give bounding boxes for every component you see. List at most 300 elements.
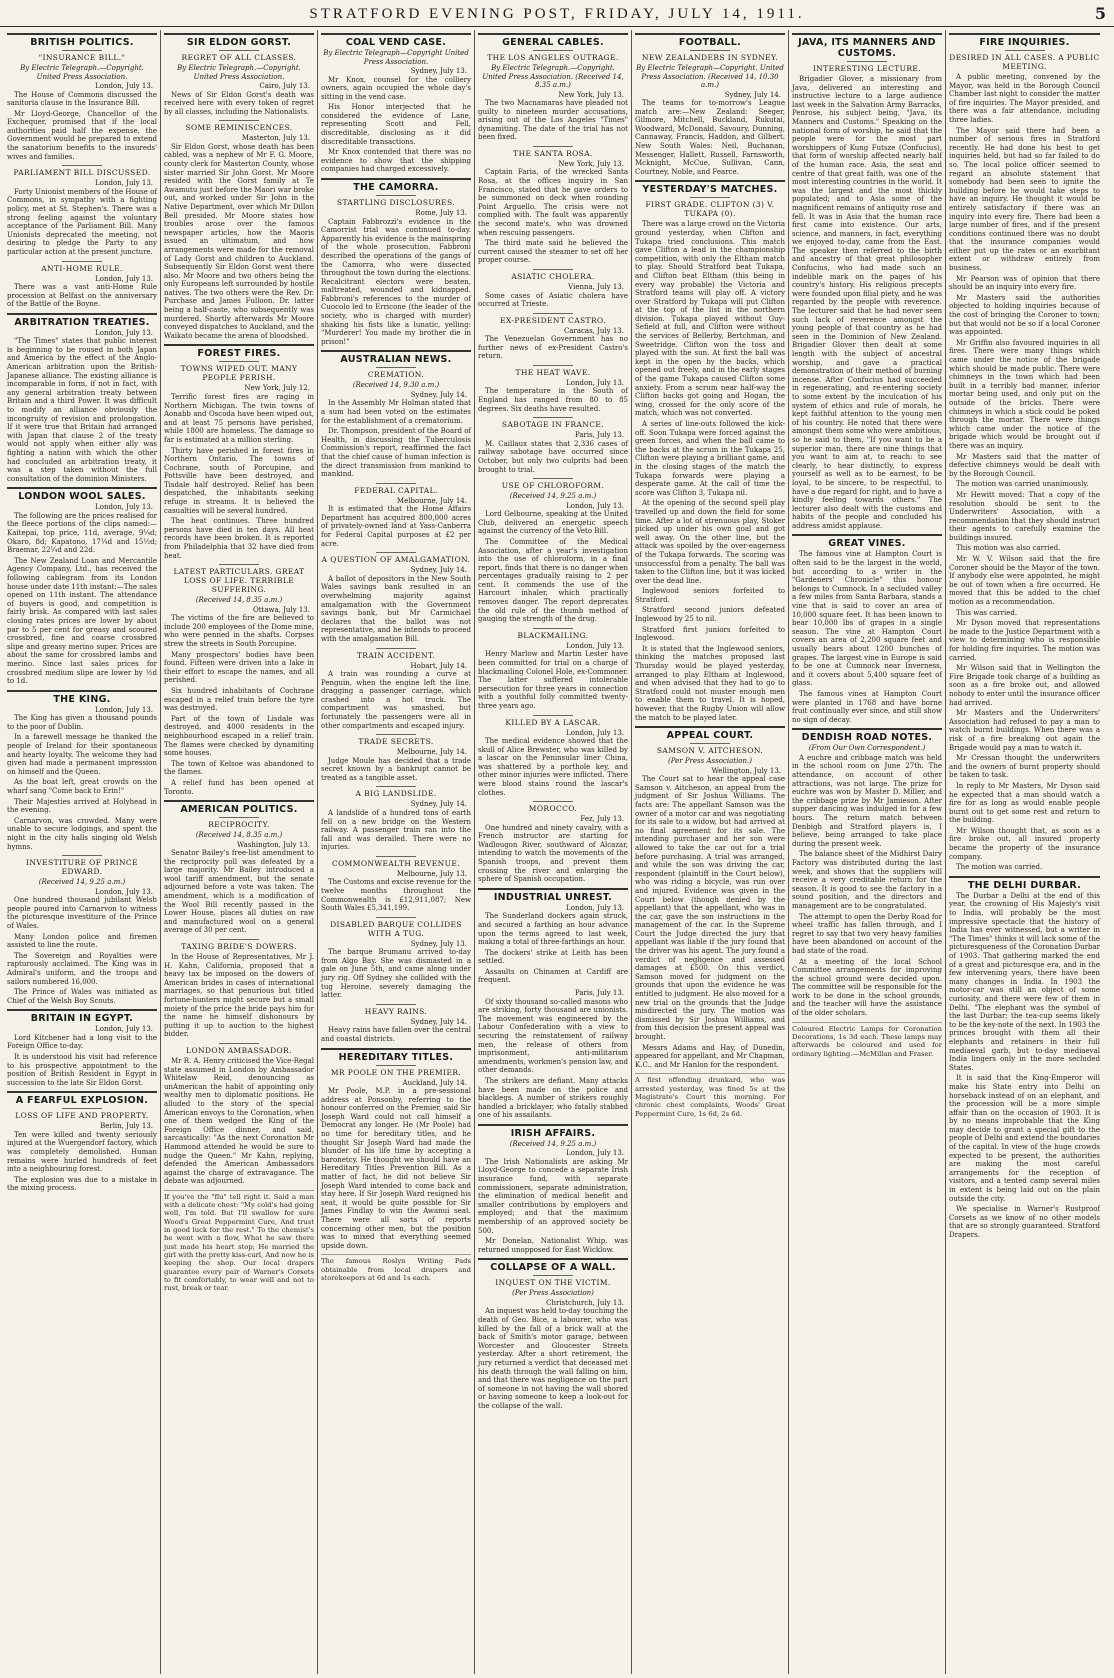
article-paragraph: Part of the town of Lisdale was destroyed, and 4000 residents in the neighbourhood escaped in a relief train. The flames were checked by dynamiting some houses. <box>164 714 314 758</box>
column-rule <box>164 33 314 35</box>
article-dateline: Auckland, July 14. <box>402 1078 467 1087</box>
article <box>7 855 157 1005</box>
column-rule <box>478 1258 628 1260</box>
article-paragraph: The explosion was due to a mistake in the mixing process. <box>7 1175 157 1193</box>
divider <box>376 648 416 649</box>
article-dateline: London, July 13. <box>566 501 624 510</box>
article-dateline: Fez, July 13. <box>580 815 624 824</box>
article-byline: (Per Press Association.) <box>668 757 752 766</box>
article-subheading: STARTLING DISCLOSURES. <box>336 198 456 208</box>
article-paragraph: The Sunderland dockers again struck, and secured a farthing an hour advance upon the terms agreed to last week, making a total of three-farthings an hour. <box>478 912 628 947</box>
article-byline: By Electric Telegraph.—Copyright. United Press Association. (Received 14, 8.35 a.m.) <box>482 64 624 89</box>
divider <box>533 365 573 366</box>
article-heading: SIR ELDON GORST. <box>186 37 292 48</box>
column-3 <box>318 30 475 1674</box>
article-byline: (Received 14, 8.35 a.m.) <box>195 596 283 605</box>
article-paragraph: Their Majesties arrived at Holyhead in the evening. <box>7 797 157 815</box>
column-rule <box>792 534 942 536</box>
article-paragraph: It is estimated that the Home Affairs Department has acquired 800,000 acres of privately-owned land at Yass-Canberra for Federal Capital purposes at £2 per acre. <box>321 505 471 548</box>
article-paragraph: Mr Masters said that the matter of defective chimneys would be dealt with by the Borough Council. <box>949 452 1100 478</box>
article-dateline: Melbourne, July 14. <box>396 496 467 505</box>
newspaper-title: STRATFORD EVENING POST, FRIDAY, JULY 14, 1911. <box>309 6 805 22</box>
article-paragraph: The motion was carried. <box>956 863 1043 872</box>
column-rule <box>792 728 942 730</box>
divider <box>376 483 416 484</box>
article-subheading: THE SANTA ROSA. <box>513 148 593 158</box>
article-dateline: Sydney, July 13. <box>410 939 467 948</box>
article-heading: GREAT VINES. <box>828 538 906 550</box>
article-paragraph: It is understood his visit had reference to his prospective appointment to the position of British Resident in Egypt in succession to the late Sir Eldon Gorst. <box>7 1052 157 1087</box>
article-dateline: Sydney, July 14. <box>410 566 467 575</box>
article-paragraph: The Committee of the Medical Association, after a year's investigation into the use of chloroform, in a final report, finds that there is no danger when percentages gradually raising to 2 per cent. It commends the use of the Harcourt inhaler, which practically removes danger. The report deprecates the old rule of the thumb method of gauging the strength of the drug. <box>478 537 628 624</box>
divider <box>533 313 573 314</box>
article-dateline: London, July 13. <box>95 705 153 714</box>
article-paragraph: A landslide of a hundred tons of earth fell on a new bridge on the Western railway. A passenger train ran into the fall and was derailed. There were no injuries. <box>321 808 471 852</box>
article-dateline: London, July 13. <box>95 179 153 188</box>
article-subheading: LONDON AMBASSADOR. <box>186 1045 292 1055</box>
article-subheading: COMMONWEALTH REVENUE. <box>331 858 460 868</box>
article-paragraph: The Court sat to hear the appeal case Samson v. Aitcheson, an appeal from the judgment of Sir Joshua Williams. The facts are: The appellant Samson was the owner of a motor car and was negotiating for its sale to a widow, but had arrived at no final agreement for its sale. The intending purchaser and her son were allowed to take the car out for a trial before purchasing. A trial was arranged, and while the son was driving the car, respondent (plaintiff in the Court below), who was riding a bicycle, was run over and injured. Evidence was given in the Court below (though denied by the appellant) that the appellant, who was in the car, gave the son instructions in the management of the car. In the Supreme Court the Judge directed the jury that appellant was liable if the jury found that the driver was his agent. The jury found a verdict of negligence and assessed damages at £500. On this verdict, Samson moved for judgment on the grounds that upon the evidence he was entitled to judgment. He also moved for a new trial on the grounds that the Judge misdirected the jury. The motion was dismissed by Sir Joshua Williams, and from this decision the present appeal was brought. <box>635 775 785 1041</box>
column-rule <box>7 1009 157 1011</box>
article-heading: IRISH AFFAIRS. <box>510 1127 596 1139</box>
column-rule <box>321 178 471 180</box>
divider <box>376 367 416 368</box>
article-byline: (From Our Own Correspondent.) <box>808 744 926 753</box>
article-paragraph: Heavy rains have fallen over the central and coastal districts. <box>321 1026 471 1043</box>
article-subheading: BLACKMAILING. <box>517 630 589 640</box>
article-paragraph: At a meeting of the local School Committee arrangements for improving the school ground were decided upon. The committee will be responsible for the work to be done in the school grounds, and the teacher will have the assistance of the older scholars. <box>792 957 942 1018</box>
article-paragraph: The Customs and excise revenue for the twelve months throughout the Commonwealth is £12,911,087; New South Wales £5,341,199. <box>321 878 471 913</box>
article <box>321 178 471 346</box>
article-paragraph: A series of line-outs followed the kick-off. Soon Tukapa were forced against the green forces, and when the ball came to the backs at the scrum in the Tukapa 25, Clifton were playing a brilliant game, and in the closing stages of the match the Tukapa forwards were playing a desperate game. At the call of time the score was Clifton 3, Tukapa nil. <box>635 420 785 497</box>
article <box>949 33 1100 872</box>
article-subheading: TRAIN ACCIDENT. <box>356 650 436 660</box>
article-subheading: USE OF CHLOROFORM. <box>501 481 605 491</box>
article-subheading: FEDERAL CAPITAL. <box>354 485 438 495</box>
article-paragraph: Mr Griffin also favoured inquiries in all fires. There were many things which came under the notice of the brigade which should be made public. There were chimneys in the town which had been built in a terribly bad manner, inferior mortar being used, and only put on the outside of the bricks. There were chimneys in which a stick could be poked through the mortar. There were things which came under the notice of the brigade which would be brought out if there was an inquiry. <box>949 338 1100 450</box>
column-rule <box>7 487 157 489</box>
article-subheading: RECIPROCITY. <box>208 820 270 830</box>
article <box>792 534 942 724</box>
article-subheading: TOWNS WIPED OUT. MANY PEOPLE PERISH. <box>180 364 298 383</box>
article-heading: INDUSTRIAL UNREST. <box>493 891 613 903</box>
article-paragraph: The Irish Nationalists are asking Mr Lloyd-George to concede a separate Irish insurance fund, with separate commissioners, separate administration, the elimination of medical benefit and smaller contributions by employers and employed; and that the maximum membership of an approved society be 500. <box>478 1157 628 1235</box>
article-heading: YESTERDAY'S MATCHES. <box>642 184 778 196</box>
article <box>164 344 314 560</box>
divider <box>219 50 259 51</box>
article-subheading: THE LOS ANGELES OUTRAGE. <box>487 53 619 62</box>
divider <box>533 715 573 716</box>
column-rule <box>635 726 785 728</box>
article-dateline: London, July 13. <box>566 641 624 650</box>
article-paragraph: The Prince of Wales was initiated as Chief of the Welsh Boy Scouts. <box>7 988 157 1005</box>
article-paragraph: The two Macnamaras have pleaded not guilty to nineteen murder accusations, arising out of the Los Angeles "Times" dynamiting. The date of the trial has not been fixed. <box>478 99 628 142</box>
article-paragraph: The town of Kelsoe was abandoned to the flames. <box>164 759 314 777</box>
column-6 <box>789 30 946 1674</box>
column-rule <box>164 344 314 346</box>
divider <box>62 50 102 51</box>
article-paragraph: The dockers' strike at Leith has been settled. <box>478 948 628 966</box>
divider <box>376 734 416 735</box>
column-rule <box>7 33 157 35</box>
article-paragraph: The motion was carried unanimously. <box>956 480 1089 489</box>
article <box>7 33 157 161</box>
column-rule <box>478 33 628 35</box>
article-paragraph: Mr Cressan thought the underwriters and the owners of burnt property should be taken to task. <box>949 754 1100 780</box>
divider <box>62 261 102 262</box>
divider <box>219 361 259 362</box>
article-byline: By Electric Telegraph—Copyright. United Press Association. (Received 14, 10.30 a.m.) <box>636 64 784 89</box>
article-subheading: THE HEAT WAVE. <box>515 367 591 377</box>
article <box>478 989 628 1120</box>
divider <box>533 417 573 418</box>
column-rule <box>949 876 1100 878</box>
article-dateline: Cairo, July 13. <box>259 82 310 90</box>
article-dateline: Hobart, July 14. <box>410 661 467 670</box>
divider <box>376 786 416 787</box>
article-paragraph: The medical evidence showed that the skull of Alice Brewster, who was killed by a lascar on the Peninsular liner China, was shattered by a porthole key, and other minor injuries were inflicted. There were blood stains round the lascar's clothes. <box>478 737 628 797</box>
article <box>164 800 314 935</box>
article-paragraph: Terrific forest fires are raging in Northern Michigan. The twin towns of Aonabb and Oscoda have been wiped out, and at least 75 persons have perished, while 1800 are homeless. The damage so far is estimated at a million sterling. <box>164 392 314 444</box>
article-dateline: London, July 13. <box>566 378 624 387</box>
article <box>321 1048 471 1251</box>
divider <box>376 552 416 553</box>
article <box>7 261 157 309</box>
divider <box>62 1108 102 1109</box>
divider <box>533 628 573 629</box>
article <box>478 628 628 711</box>
column-rule <box>7 690 157 692</box>
article-subheading: MOROCCO. <box>528 804 578 814</box>
article-paragraph: In reply to Mr Masters, Mr Dyson said he expected that a man should watch a fire for as long as would enable people burnt out to get some rest and return to the building. <box>949 781 1100 825</box>
column-rule <box>635 180 785 182</box>
article-dateline: Masterton, July 13. <box>241 134 310 143</box>
article-paragraph: Of sixty thousand so-called masons who are striking, forty thousand are unionists. The movement was engineered by the Labour Confederation with a view to securing the reinstatement of railway men, the release of others from imprisonment, anti-militarism amendments, workmen's pension law, and other demands. <box>478 997 629 1075</box>
article-dateline: Berlin, July 13. <box>100 1122 153 1131</box>
divider <box>62 855 102 856</box>
divider <box>376 856 416 857</box>
article-dateline: London, July 13. <box>95 82 153 90</box>
article <box>792 728 942 1017</box>
article-subheading: SOME REMINISCENCES. <box>185 123 293 133</box>
article-heading: AUSTRALIAN NEWS. <box>340 354 452 366</box>
article-dateline: Sydney, July 14. <box>724 90 781 99</box>
article-heading: A FEARFUL EXPLOSION. <box>15 1095 149 1107</box>
article-heading: JAVA, ITS MANNERS AND CUSTOMS. <box>798 37 936 59</box>
divider <box>219 939 259 940</box>
divider <box>533 478 573 479</box>
article <box>321 552 471 643</box>
article-paragraph: Assaults on Chinamen at Cardiff are frequent. <box>478 967 628 985</box>
column-rule <box>321 33 471 35</box>
divider <box>376 917 416 918</box>
column-rule <box>164 800 314 802</box>
article-paragraph: Mr Donelan, Nationalist Whip, was returned unopposed for East Wicklow. <box>478 1237 628 1254</box>
article-heading: HEREDITARY TITLES. <box>338 1051 454 1063</box>
article-subheading: CREMATION. <box>367 370 425 380</box>
article-subheading: HEAVY RAINS. <box>364 1006 428 1016</box>
article-paragraph: M. Caillaux states that 2,336 cases of railway sabotage have occurred since October, but only two culprits had been brought to trial. <box>478 439 628 474</box>
article-paragraph: The third mate said he believed the current caused the steamer to set off her proper course. <box>478 239 628 265</box>
article-paragraph: The victims of the fire are believed to include 200 employees of the Dome mine, who were penned in the shafts. Corpses strew the streets in South Porcupine. <box>164 614 314 648</box>
divider <box>533 146 573 147</box>
article-paragraph: The famous vines at Hampton Court were planted in 1768 and have borne fruit continually ever since, and still show no sign of decay. <box>792 689 942 724</box>
article <box>7 313 157 484</box>
article-heading: THE DELHI DURBAR. <box>967 879 1082 891</box>
article-dateline: Sydney, July 14. <box>410 800 467 809</box>
article-paragraph: As the boat left, great crowds on the wharf sang "Come back to Erin!" <box>7 778 157 795</box>
article-subheading: LOSS OF LIFE AND PROPERTY. <box>15 1111 149 1121</box>
article-paragraph: Dr. Thompson, president of the Board of Health, in discussing the Tuberculosis Commission's report, reaffirmed the fact that the chief cause of human infection is the direct transmission from mankind to mankind. <box>321 427 471 479</box>
article-dateline: London, July 13. <box>566 1149 624 1158</box>
article-paragraph: The famous vine at Hampton Court is often said to be the largest in the world, but according to a writer in the "Gardeners' Chronicle" this honour belongs to Cumnock. In a secluded valley a few miles from Santa Barbara, stands a vine that is said to cover an area of 10,000 square feet. It has been known to bear 10,000 lbs of grapes in a single season. The vine at Hampton Court covers an area of 2,200 square feet and usually bears about 1200 bunches of grapes. The largest vine in Europe is said to be one at Cumnock near Inverness, and it covers about 5,400 square feet of glass. <box>792 550 942 688</box>
divider <box>219 564 259 565</box>
article-heading: AMERICAN POLITICS. <box>180 804 298 816</box>
article-subheading: INQUEST ON THE VICTIM. <box>495 1278 611 1288</box>
article-paragraph: Mr Wilson thought that, as soon as a fire broke out, all insured property became the property of the insurance company. <box>949 826 1100 861</box>
article-paragraph: We specialise in Warner's Rustproof Corsets as we know of no other models that are so strongly guaranteed. Stratford Drapers. <box>949 1205 1100 1239</box>
article-paragraph: A ballot of depositors in the New South Wales savings bank resulted in an overwhelming majority against amalgamation with the Government savings bank, but Mr Carmichael declares that the ballot was not representative, and he intends to proceed with the amalgamation Bill. <box>321 574 471 643</box>
article <box>321 33 471 174</box>
article-paragraph: Mr Knox, counsel for the colliery owners, again occupied the whole day's sitting in the vend case. <box>321 75 471 101</box>
article-paragraph: Captain Fabbrozzi's evidence in the Camorrist trial was continued to-day. Apparently his evidence is the mainspring of the whole prosecution. Fabbroni described the operations of the gangs of the Camorra, who were dissected throughout the town during the elections. Recalcitrant electors were beaten, maltreated, wounded and kidnapped. Fabbroni's references to the murder of Cuocolo led to Erricone (the leader of the society, who is charged with murder) shaking his fists like a lunatic, yelling: "Murderer! You made my brother die in prison!" <box>321 217 471 346</box>
article-paragraph: The heat continues. Three hundred persons have died in ten days. All heat records have been broken. It is reported from Philadelphia that 32 have died from heat. <box>164 517 314 560</box>
article <box>321 786 471 851</box>
column-rule <box>478 888 628 890</box>
article-dateline: Rome, July 13. <box>415 209 467 218</box>
article-subheading: INTERESTING LECTURE. <box>812 64 922 73</box>
article-heading: THE CAMORRA. <box>353 182 439 194</box>
article-dateline: New York, July 13. <box>558 90 624 99</box>
article-paragraph: Ten were killed and twenty seriously injured at the Wuergendorf factory, which was completely demolished. Human remains were hurled hundreds of feet into a neighbouring forest. <box>7 1130 157 1174</box>
column-4 <box>475 30 632 1674</box>
article-paragraph: Mr R. A. Henry criticised the Vice-Regal state assumed in London by Ambassador Whitelaw Reid, denouncing as unAmerican the habit of appointing only wealthy men to diplomatic positions. He alluded to the story of the special American envoys to the Coronation, when one of them wedged the King of the Foreign Office dinner, and said, sarcastically: "As the next Coronation Mr Hammond attended he would be sure to nudge the Queen." Mr Kahn, replying, defended the American Ambassadors against the charge of extravagance. The debate was adjourned. <box>164 1056 314 1186</box>
article-dateline: Washington, July 13. <box>237 840 310 849</box>
article-dateline: London, July 13. <box>566 728 624 737</box>
article-heading: COLLAPSE OF A WALL. <box>490 1262 616 1274</box>
article-paragraph: Six hundred inhabitants of Cochrane escaped in a relief train before the tyre was destroyed. <box>164 686 314 713</box>
article-paragraph: Senator Bailey's free-list amendment to the reciprocity poll was defeated by a large majority. Mr Bailey introduced a wool tariff amendment, but the senate adjourned before a vote was taken. The amendment, which is a modification of the Wool Bill recently passed in the Lower House, places all duties on raw and manufactured wool on a general average of 30 per cent. <box>164 849 314 935</box>
article-subheading: ASIATIC CHOLERA. <box>511 272 595 281</box>
article <box>478 146 628 265</box>
article-subheading: LATEST PARTICULARS. GREAT LOSS OF LIFE. TERRIBLE SUFFERING. <box>173 567 305 595</box>
article-paragraph: One hundred and ninety cavalry, with a French instructor are starting for Wadlougon River, southward of Alcazar, intending to watch the movements of the Spanish troops, and prevent them crossing the river and enlarging the sphere of Spanish occupation. <box>478 823 628 884</box>
column-rule <box>7 313 157 315</box>
article-paragraph: At the opening of the second spell play travelled up and down the field for some time. After a lot of strenuous play, Stoker picked up under his own goal and got well away. On the other line, but the attack was spoiled by the over-eagerness of the Tukapa forwards. The scoring was unsuccessful from a penalty. The ball was taken to the Clifton line, but it was kicked over the dead line. <box>635 499 785 585</box>
article-paragraph: There was a vast anti-Home Rule procession at Belfast on the anniversary of the Battle of the Boyne. <box>7 283 157 309</box>
article-paragraph: Mr Masters said the authorities objected to holding inquiries because of the cost of bringing the Coroner to town; but that would not be so if a local Coroner was appointed. <box>949 293 1100 337</box>
article-dateline: Wellington, July 13. <box>711 766 781 775</box>
article <box>164 1043 314 1186</box>
article-paragraph: The temperature in the South of England has ranged from 80 to 85 degrees. Six deaths have resulted. <box>478 387 628 413</box>
article-paragraph: His Honor interjected that he considered the evidence of Lane, representing Scott and Fell, discreditable, disclosing as it did discreditable transactions. <box>321 103 471 146</box>
article-subheading: DESIRED IN ALL CASES. A PUBLIC MEETING. <box>949 53 1100 71</box>
article-heading: FOREST FIRES. <box>197 348 281 360</box>
article <box>478 1258 628 1410</box>
article-subheading: A BIG LANDSLIDE. <box>355 789 437 799</box>
article <box>321 648 471 731</box>
article <box>478 313 628 361</box>
article-heading: FOOTBALL. <box>678 37 742 48</box>
article-heading: FIRE INQUIRIES. <box>979 37 1070 48</box>
article-paragraph: The barque Brumanu arrived to-day from Algo Bay. She was dismasted in a gale on June 5th, and came along under jury rig. Off Sydney she collided with the tug Heroine, severely damaging the latter. <box>321 948 471 1000</box>
column-rule <box>949 33 1100 35</box>
article-paragraph: Mr Knox contended that there was no evidence to show that the shipping companies had charged excessively. <box>321 148 471 174</box>
article-paragraph: News of Sir Eldon Gorst's death was received here with every token of regret by all classes, including the Nationalists. <box>164 90 314 116</box>
divider <box>690 197 730 198</box>
article-byline: (Received 14, 8.35 a.m.) <box>195 831 283 840</box>
article-subheading: EX-PRESIDENT CASTRO. <box>500 315 606 325</box>
article-dateline: London, July 13. <box>95 274 153 283</box>
article <box>635 726 785 1069</box>
article <box>792 33 942 530</box>
article-dateline: New York, July 12. <box>244 384 310 393</box>
article <box>478 365 628 413</box>
article-paragraph: The teams for to-morrow's League match are:—New Zealand: Seeger, Gilmore, Mitchell, Buckland, Rukutai, Woodward, McDonald, Savoury, Dunning, Cannaway, Francis, Haddon, and Gilbert. New South Wales: Neil, Buchanan, Messenger, Hallett, Russell, Farnsworth, Mcknight, McCue, Sullivan, Cann, Courtney, Noble, and Fearce. <box>635 99 785 176</box>
article-paragraph: Henry Marlow and Martin Lester have been committed for trial on a charge of blackmailing Colonel Hole, ex-Commoner. The latter suffered intolerable persecution for three years in connection with a youthful folly committed twenty-three years ago. <box>478 650 628 710</box>
article-byline: (Per Press Association) <box>512 1289 594 1298</box>
article-byline: (Received 14, 9.25 a.m.) <box>509 492 597 501</box>
article-dateline: London, July 13. <box>95 887 153 896</box>
article <box>478 269 628 309</box>
article-dateline: London, July 13. <box>95 1025 153 1034</box>
article-heading: LONDON WOOL SALES. <box>18 491 146 503</box>
article <box>949 876 1100 1240</box>
article <box>478 417 628 474</box>
article-subheading: DISABLED BARQUE COLLIDES WITH A TUG. <box>330 919 462 938</box>
article-dateline: London, July 13. <box>95 503 153 512</box>
article-paragraph: Judge Moule has decided that a trade secret known by a bankrupt cannot be treated as a tangible asset. <box>321 756 471 782</box>
article <box>478 1124 628 1255</box>
article-subheading: SABOTAGE IN FRANCE. <box>501 420 605 430</box>
divider <box>1005 50 1045 51</box>
article-paragraph: Mr W. V. Wilson said that the fire Coroner should be the Mayor of the town. If anybody else were appointed, he might be out of town when a fire occurred. He moved that this be added to the chief motion as a recommendation. <box>949 555 1100 607</box>
article-paragraph: The balance sheet of the Midhirst Dairy Factory was distributed during the last week, and shows that the suppliers will receive a very creditable return for the season. It is good to see the factory in a sound position, and the directors and management are to be congratulated. <box>792 850 942 910</box>
article-byline: By Electric Telegraph.—Copyright. United Press Association. <box>177 64 301 81</box>
article-dateline: Melbourne, July 14. <box>396 748 467 757</box>
article-heading: BRITISH POLITICS. <box>30 37 134 48</box>
article <box>164 564 314 796</box>
article-paragraph: A public meeting, convened by the Mayor, was held in the Borough Council Chamber last night to consider the matter of fire inquiries. The Mayor presided, and there was a fair attendance, including three ladies. <box>949 73 1100 124</box>
article-heading: GENERAL CABLES. <box>502 37 604 48</box>
article-paragraph: The Mayor said there had been a number of serious fires in Stratford recently. He had done his best to get inquiries held, but had so far failed to do so. The local police officer seemed to regard an absolute statement that somebody had been seen to ignite the building before he would take steps to have an inquiry. He thought it would be entirely satisfactory if there was an inquiry into every fire. There had been a large number of fires, and if the present conditions continued there was no doubt that the insurance companies would either put up the rates or an exorbitant extent or withdraw entirely from business. <box>949 126 1100 273</box>
article-byline: (Received 14, 9.25 a.m.) <box>509 1139 597 1148</box>
article <box>478 801 628 884</box>
article-subheading: INVESTITURE OF PRINCE EDWARD. <box>26 858 138 877</box>
article-paragraph: A relief fund has been opened at Toronto. <box>164 778 314 796</box>
article <box>478 715 628 798</box>
column-rule <box>478 1124 628 1126</box>
article-paragraph: Brigadier Glover, a missionary from Java, delivered an interesting and instructive lecture to a large audience last week in the Salvation Army Barracks, Penrose, his subject being, "Java, its Manners and Customs." Speaking on the national form of worship, he said that the people were for the most part worshippers of Kung Futsze (Confucius), that form of worship affected nearly half of the human race. Asia, the seat and centre of that great faith, was one of the most interesting countries in the world. It was the largest and the most thickly populated; and to Asia some of the magnificent remains of antiquity rose and fell. It was in Asia that the human race first came into existence. Our arts, science, and manners, in fact, everything we enjoyed to-day, came from the East. The speaker then referred to the birth and ancestry of that great philosopher Confucius, who had made such an indelible mark on the pages of his country's history. His religious precepts were founded upon filial piety, and he was regarded by the people with reverence. The lecturer said that he had never seen such lack of reverence amongst the young people of that country as he had seen in the Dominion of New Zealand. Brigadier Glover then dealt at some length with the subject of ancestral worship, and gave a practical demonstration of their method of burning incense. After Confucius had succeeded in regenerating, and re-entering society to some extent by the inculcation of his system of ethics and rule of morals, he kept faithful attention to the young men of his country. He noted that there were amongst them some who were ambitious, so he said to them, "If you want to be a superior man, there are nine things that you want to aim at, to reach: to see clearly, to hear distinctly, to express yourself as well as to be earnest, to be loyal, to be sincere, to be respectful, to have a due regard for right, and to have a kindly feeling towards others." The lecturer also dealt with the customs and habits of the people and concluded his address amidst applause. <box>792 75 942 530</box>
article-paragraph: It is stated that the Inglewood seniors, thinking the matches proposed last Thursday would be played yesterday, arranged to play Eltham at Inglewood, and when advised that they had to go to Stratford could not muster enough men to enable them to travel. It is hoped, however, that the Rugby Union will allow the match to be played later. <box>635 644 785 722</box>
column-rule <box>321 1048 471 1050</box>
article-dateline: Paris, July 13. <box>574 431 624 440</box>
article-paragraph: Many London police and firemen assisted to line the route. <box>7 932 157 950</box>
article-subheading: "INSURANCE BILL." <box>38 53 126 62</box>
article-paragraph: The Sovereign and Royalties were rapturously acclaimed. The King was in Admiral's uniform, and the troops and sailors numbered 16,000. <box>7 951 157 986</box>
article <box>7 165 157 256</box>
article-paragraph: Some cases of Asiatic cholera have occurred at Trieste. <box>478 291 628 309</box>
divider <box>62 165 102 166</box>
article <box>164 120 314 340</box>
article-subheading: NEW ZEALANDERS IN SYDNEY. <box>641 53 779 62</box>
article-paragraph: The New Zealand Loan and Mercantile Agency Company, Ltd., has received the following cablegram from its London house under date 11th instant:—The sales opened on 11th instant. The attendance of buyers is good, and competition is fairly brisk. As compared with last sales closing rates prices are lower by about par to 5 per cent for greasy and scoured crossbred, fine and coarse crossbred slipe and greasy merino super. Prices are about the same for crossbred lambs and merino. Since last sales prices for crossbred medium slipe are lower by ½d to 1d. <box>7 556 157 686</box>
divider <box>376 195 416 196</box>
divider <box>690 743 730 744</box>
article-paragraph: The House of Commons discussed the sanitoria clause in the Insurance Bill. <box>7 90 157 108</box>
article-paragraph: Carnarvon, was crowded. Many were unable to secure lodgings, and spent the night in the city halls singing old Welsh hymns. <box>7 816 157 851</box>
article-paragraph: Mr Pearson was of opinion that there should be an inquiry into every fire. <box>949 274 1100 292</box>
article-heading: ARBITRATION TREATIES. <box>14 316 150 328</box>
column-5 <box>632 30 789 1674</box>
article-paragraph: Mr Hewitt moved: That a copy of the resolution should be sent to the Underwriters' Association, with a recommendation that they should instruct their agents to carefully examine the buildings insured. <box>949 490 1100 542</box>
article-dateline: Christchurch, July 13. <box>546 1298 624 1307</box>
article <box>635 33 785 176</box>
article-paragraph: The attempt to open the Derby Road for wheel traffic has fallen through, and I regret to say that two very heavy families have been abandoned on account of the bad state of the road. <box>792 912 942 955</box>
article <box>321 350 471 478</box>
article <box>478 33 628 142</box>
article-paragraph: Inglewood seniors forfeited to Stratford. <box>635 587 785 604</box>
article-paragraph: The Durbar a Delhi at the end of this year, the crowning of His Majesty's visit to India, will probably be the most impressive spectacle that the history of India has ever witnessed, but a writer in "The Times" thinks it will lack some of the picturesqueness of the Coronation Durbar of 1903. That gathering marked the end of a great and picturesque era, and in the few intervening years, there have been many changes in India. In 1903 the motor-car was still an object of some curiosity, and there were few of them in Delhi. "The elephant was the symbol of the last Durbar; the tea-cup seems likely to be the key-note of the next. In 1903 the princes brought with them all their elephants and retainers in their full mediaeval garb, but to-day mediaeval India lingers only in the more secluded States. <box>949 891 1100 1072</box>
article-paragraph: Lord Kitchener had a long visit to the Foreign Office to-day. <box>7 1033 157 1051</box>
article-dateline: Vienna, July 13. <box>568 283 624 291</box>
article-dateline: New York, July 13. <box>558 159 624 168</box>
article-paragraph: "The Times" states that public interest is beginning to be roused in both Japan and America by the effect of the Anglo-American arbitration upon the British-Japanese alliance. The existing alliance is incomparable in form, if not in fact, with any general arbitration treaty between Britain and a third Power. It was difficult to modify an alliance obviously the incongruity of revision and prolongation. If it were true that Britain had arranged with Japan that clause 2 of the treaty would not apply when either ally was fighting a nation with which the other had concluded an arbitration treaty, it was a step taken without the full consultation of the dominion Ministers. <box>7 337 157 483</box>
article <box>321 856 471 913</box>
article-dateline: Caracas, July 13. <box>563 326 624 335</box>
article-dateline: London, July 13. <box>566 903 624 912</box>
article-paragraph: Sir Eldon Gorst, whose death has been cabled, was a nephew of Mr F. G. Moore, county clerk for Masterton County, whose sister married Sir John Gorst. Mr Moore resided with the Gorst family at Te Awamutu just before the Maori war broke out, and worked under Sir John in the Native Department, over which Mr Dillon Bell presided. Mr Moore states how troubles arose over the famous newspaper articles, how the Maoris issued an ultimatum, and how arrangements were made for the removal of Lady Gorst and children to Auckland. Subsequently Sir Eldon Gorst went there also. Mr Moore and two others being the only Europeans left surrounded by hostile natives. The two others were the Rev. Dr. Purchase and James Fulloon. Dr. latter being a half-caste, who subsequently was murdered. Shortly afterwards Mr Moore conveyed dispatches to Auckland, and the Waikato became the arena of bloodshed. <box>164 142 314 340</box>
article <box>321 917 471 1000</box>
article-paragraph: The strikers are defiant. Many attacks have been made on the police and blacklegs. A number of strikers roughly handled a bricklayer, who fatally stabbed one of his assailants. <box>478 1076 628 1120</box>
article-heading: DENDISH ROAD NOTES. <box>801 732 933 744</box>
article-paragraph: Mr Poole, M.P. in a pre-sessional address at Ponsonby, referring to the honour conferred on the Premier, said Sir Joseph Ward could not call himself a Democrat any longer. He (Mr Poole) had no time for hereditary titles, and he thought Sir Joseph Ward had made the blunder of his life time by accepting a baronetcy. He thought we should have an Hereditary Titles Prevention Bill. As a matter of fact, he did not believe Sir Joseph Ward intended to come back and stay here. If Sir Joseph Ward resigned his seat, it would be quite possible for Sir James Findlay to win the Awanui seat. There were all sorts of reports concerning other men, but the position was to mixed that everything seemed upside down. <box>321 1087 471 1250</box>
article-byline: (Received 14, 9.25 a.m.) <box>38 878 126 887</box>
article-paragraph: One hundred thousand jubilant Welsh people poured into Carnarvon to witness the picturesque investiture of the Prince of Wales. <box>7 896 157 930</box>
divider <box>847 61 887 62</box>
article-paragraph: A euchre and cribbage match was held in the school room on June 27th. The attendance, on account of other attractions, was not large. The prize for euchre was won by Master D. Miller, and the cribbage prize by Mr Jamieson. After supper dancing was indulged in for a few hours. The return match between Denbigh and Stratford players is, I believe, being arranged to take place during the present week. <box>792 753 942 848</box>
article-heading: COAL VEND CASE. <box>345 37 447 48</box>
article-dateline: Ottawa, July 13. <box>252 605 310 614</box>
article-paragraph: The following are the prices realised for the fleece portions of the clips named:—Kaitepai, top price, 11d, average, 9¼d; Okaro, 8d; Kapatono, 17¼d and 15½d; Braemar, 22¼d and 22d. <box>7 511 157 555</box>
article-paragraph: There was a large crowd on the Victoria ground yesterday, when Clifton and Tukapa tried conclusions. This match gave Clifton a lead in the championship competition, with only the Eltham match to play. Should Stratford beat Tukapa, and Clifton beat Eltham (this being in every way probable) the Victoria and Stratford teams will play off. A victory over Stratford by Tukapa will put Clifton at the top of the list in the northern division. Tukapa played without Guy-Sefield at full, and Clifton were without the services of Bellerby, Bertchman, and Sweetridge. Clifton won the toss and played with the sun. At first the ball was kept in the open by the backs, which opened out freely, and in the early stages of the game Tukapa caused Clifton some anxiety. From a scrum near half-way the Clifton backs got going and Hogan, the wing, crossed for the only score of the match, which was not converted. <box>635 220 785 418</box>
divider <box>376 1065 416 1066</box>
article-paragraph: Mr Dyson moved that representations be made to the Justice Department with a view to determining who is responsible for holding fire inquiries. The motion was carried. <box>949 619 1100 662</box>
divider <box>533 1275 573 1276</box>
article-paragraph: Lord Gelbourne, speaking at the United Club, delivered an energetic speech against the currency of the Veto Bill. <box>478 510 628 536</box>
column-1 <box>4 30 161 1674</box>
article <box>635 180 785 722</box>
article-paragraph: Stratford first juniors forfeited to Inglewood. <box>635 625 785 643</box>
article-dateline: Paris, July 13. <box>574 989 624 998</box>
article <box>478 478 628 624</box>
article-subheading: ANTI-HOME RULE. <box>41 263 123 273</box>
article <box>164 33 314 116</box>
article <box>7 1091 157 1193</box>
article-paragraph: In a farewell message he thanked the people of Ireland for their spontaneous and hearty loyalty. The welcome they had given had made a permanent impression on himself and the Queen. <box>7 733 157 776</box>
article-paragraph: This was carried. <box>956 608 1018 617</box>
column-7 <box>946 30 1103 1674</box>
article <box>164 939 314 1039</box>
article-paragraph: Stratford second juniors defeated Inglewood by 25 to nil. <box>635 606 785 624</box>
column-2 <box>161 30 318 1674</box>
article-paragraph: In the Assembly Mr Holman stated that a sum had been voted on the estimates for the establishment of a crematorium. <box>321 399 471 425</box>
article-subheading: KILLED BY A LASCAR. <box>505 717 601 727</box>
article-paragraph: Forty Unionist members of the House of Commons, in sympathy with a fighting policy, met at St. Stephen's. There was a strong feeling against the voluntary acceptance of the Parliament Bill. Many Unionists deprecated the meeting, not desiring to pledge the Party to any particular action at the present juncture. <box>7 187 157 256</box>
column-rule <box>7 1091 157 1093</box>
article-dateline: Melbourne, July 13. <box>396 869 467 878</box>
article-dateline: London, July 13. <box>95 328 153 337</box>
